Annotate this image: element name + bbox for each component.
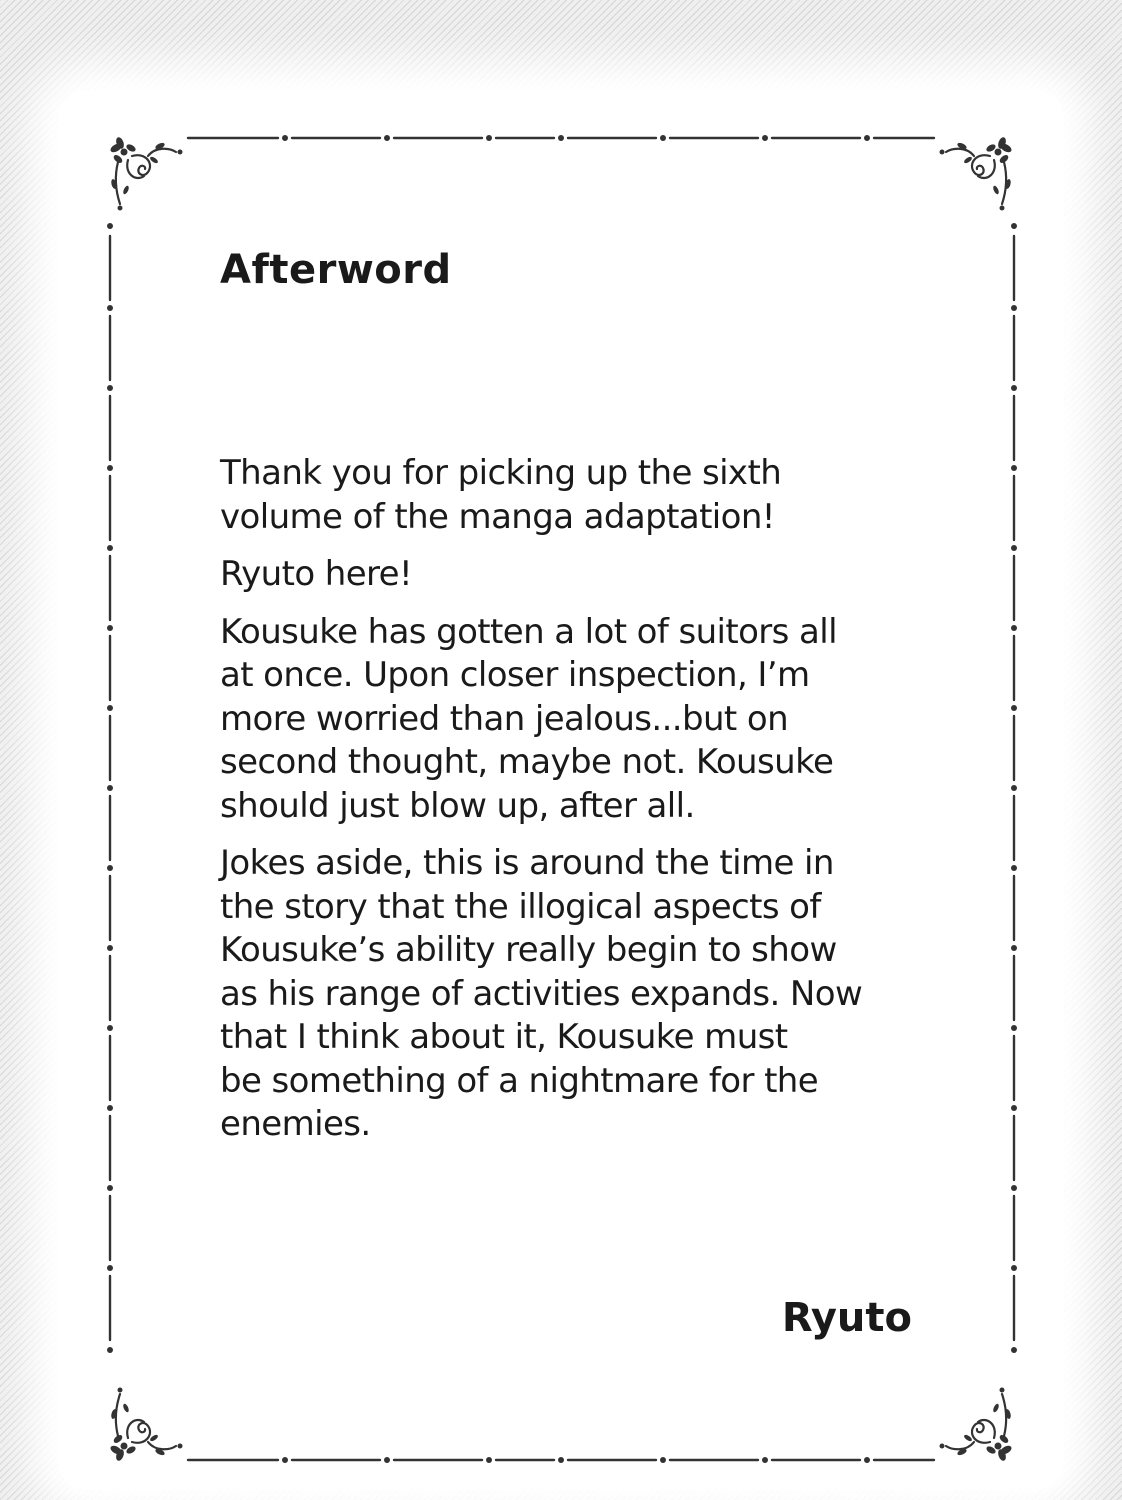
text-line: Jokes aside, this is around the time in <box>220 843 834 883</box>
text-line: Kousuke has gotten a lot of suitors all <box>220 611 837 652</box>
text-line: more worried than jealous...but on <box>220 698 789 739</box>
corner-ornament-icon-bottom-left <box>109 1388 182 1462</box>
corner-ornament-icon-top-right <box>940 136 1013 210</box>
text-line: volume of the manga adaptation! <box>220 496 775 537</box>
text-line: should just blow up, after all. <box>220 785 695 826</box>
corner-ornament-icon-bottom-right <box>940 1388 1013 1462</box>
paragraph-greeting <box>220 553 920 597</box>
paragraph-thanks <box>220 452 920 539</box>
text-line: enemies. <box>220 1104 371 1144</box>
text-line: Thank you for picking up the sixth <box>220 453 782 493</box>
text-line: be something of a nightmare for the <box>220 1060 819 1101</box>
author-signature: Ryuto <box>781 1295 912 1341</box>
text-line: the story that the illogical aspects of <box>220 886 821 927</box>
afterword-content <box>220 0 920 1500</box>
page-title: Afterword <box>220 247 452 293</box>
corner-ornament-icon-top-left <box>109 136 182 210</box>
paragraph-suitors <box>220 611 920 829</box>
text-line: as his range of activities expands. Now <box>220 973 863 1014</box>
text-line: Ryuto here! <box>220 554 413 594</box>
text-line: second thought, maybe not. Kousuke <box>220 742 834 782</box>
paragraph-ability <box>220 842 920 1147</box>
afterword-body <box>220 452 920 1161</box>
text-line: Kousuke’s ability really begin to show <box>220 930 837 970</box>
text-line: at once. Upon closer inspection, I’m <box>220 655 810 695</box>
text-line: that I think about it, Kousuke must <box>220 1017 788 1057</box>
